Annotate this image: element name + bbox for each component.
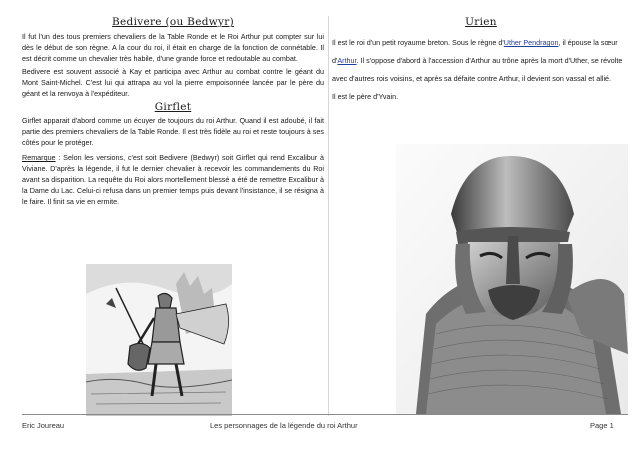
urien-statue-photo [396,144,628,414]
remark-label: Remarque [22,153,56,163]
footer-page-number: Page 1 [590,421,614,430]
girflet-heading: Girflet [154,101,192,114]
urien-paragraph-1 [332,34,630,89]
girflet-remark-paragraph [22,153,324,208]
bedivere-heading: Bedivere (ou Bedwyr) [112,16,234,28]
footer-author: Eric Joureau [22,421,65,430]
arthur-link[interactable]: Arthur [337,56,357,66]
uther-pendragon-link[interactable]: Uther Pendragon [503,38,559,47]
footer-rule [22,414,628,415]
urien-paragraph-2: Il est le père d'Yvain. [332,91,399,101]
bedivere-paragraph-2: Bedivere est souvent associé à Kay et participa avec Arthur au combat contre le géant du Mont Saint-Michel. C'est lui qui attrapa au vol la pierre empoisonnée lancée par le père du géant et la renvoya à l'expéditeur. [22,66,324,98]
urien-text-3: . Il s'oppose d'abord à l'accession d'Arthur au trône après la mort d'Uther, se révolte avec d'autres rois voisins, et après sa défaite contre Arthur, il devient son vassal et allié. [332,56,623,84]
footer-title: Les personnages de la légende du roi Arthur [210,421,358,430]
girflet-paragraph-1: Girflet apparait d'abord comme un écuyer de toujours du roi Arthur. Quand il est adoubé, il fait partie des premiers chevaliers de la Table Ronde. Il est très fidèle au roi et reste toujours à ses côtés pour le protéger. [22,116,324,148]
column-divider [328,16,329,416]
remark-text: : Selon les versions, c'est soit Bedivere (Bedwyr) soit Girflet qui rend Excalibur à Viviane. D'après la légende, il fut le dernier chevalier à recevoir les commandements du Roi avant sa disparition. La requête du Roi alors mortellement blessé a été de remettre Excalibur à la Dame du Lac. Celui-ci refusa dans un premier temps puis devant l'insistance, il se résigna à le faire. Il finit sa vie en ermite. [22,153,324,206]
urien-heading: Urien [465,16,497,28]
urien-text-2: , il épouse la sœur d' [332,38,618,66]
document-page [14,6,624,426]
knight-illustration [86,264,232,416]
left-column [22,16,324,208]
urien-text-1: Il est le roi d'un petit royaume breton. Sous le règne d' [332,38,504,47]
bedivere-paragraph-1: Il fut l'un des tous premiers chevaliers de la Table Ronde et le Roi Arthur put compter sur lui dès le début de son règne. A la cour du roi, il était en charge de la fonction de connétable. Il est décrit comme un chevalier très habile, d'une grande force et redoutable au combat. [22,32,324,63]
right-column [332,16,630,103]
